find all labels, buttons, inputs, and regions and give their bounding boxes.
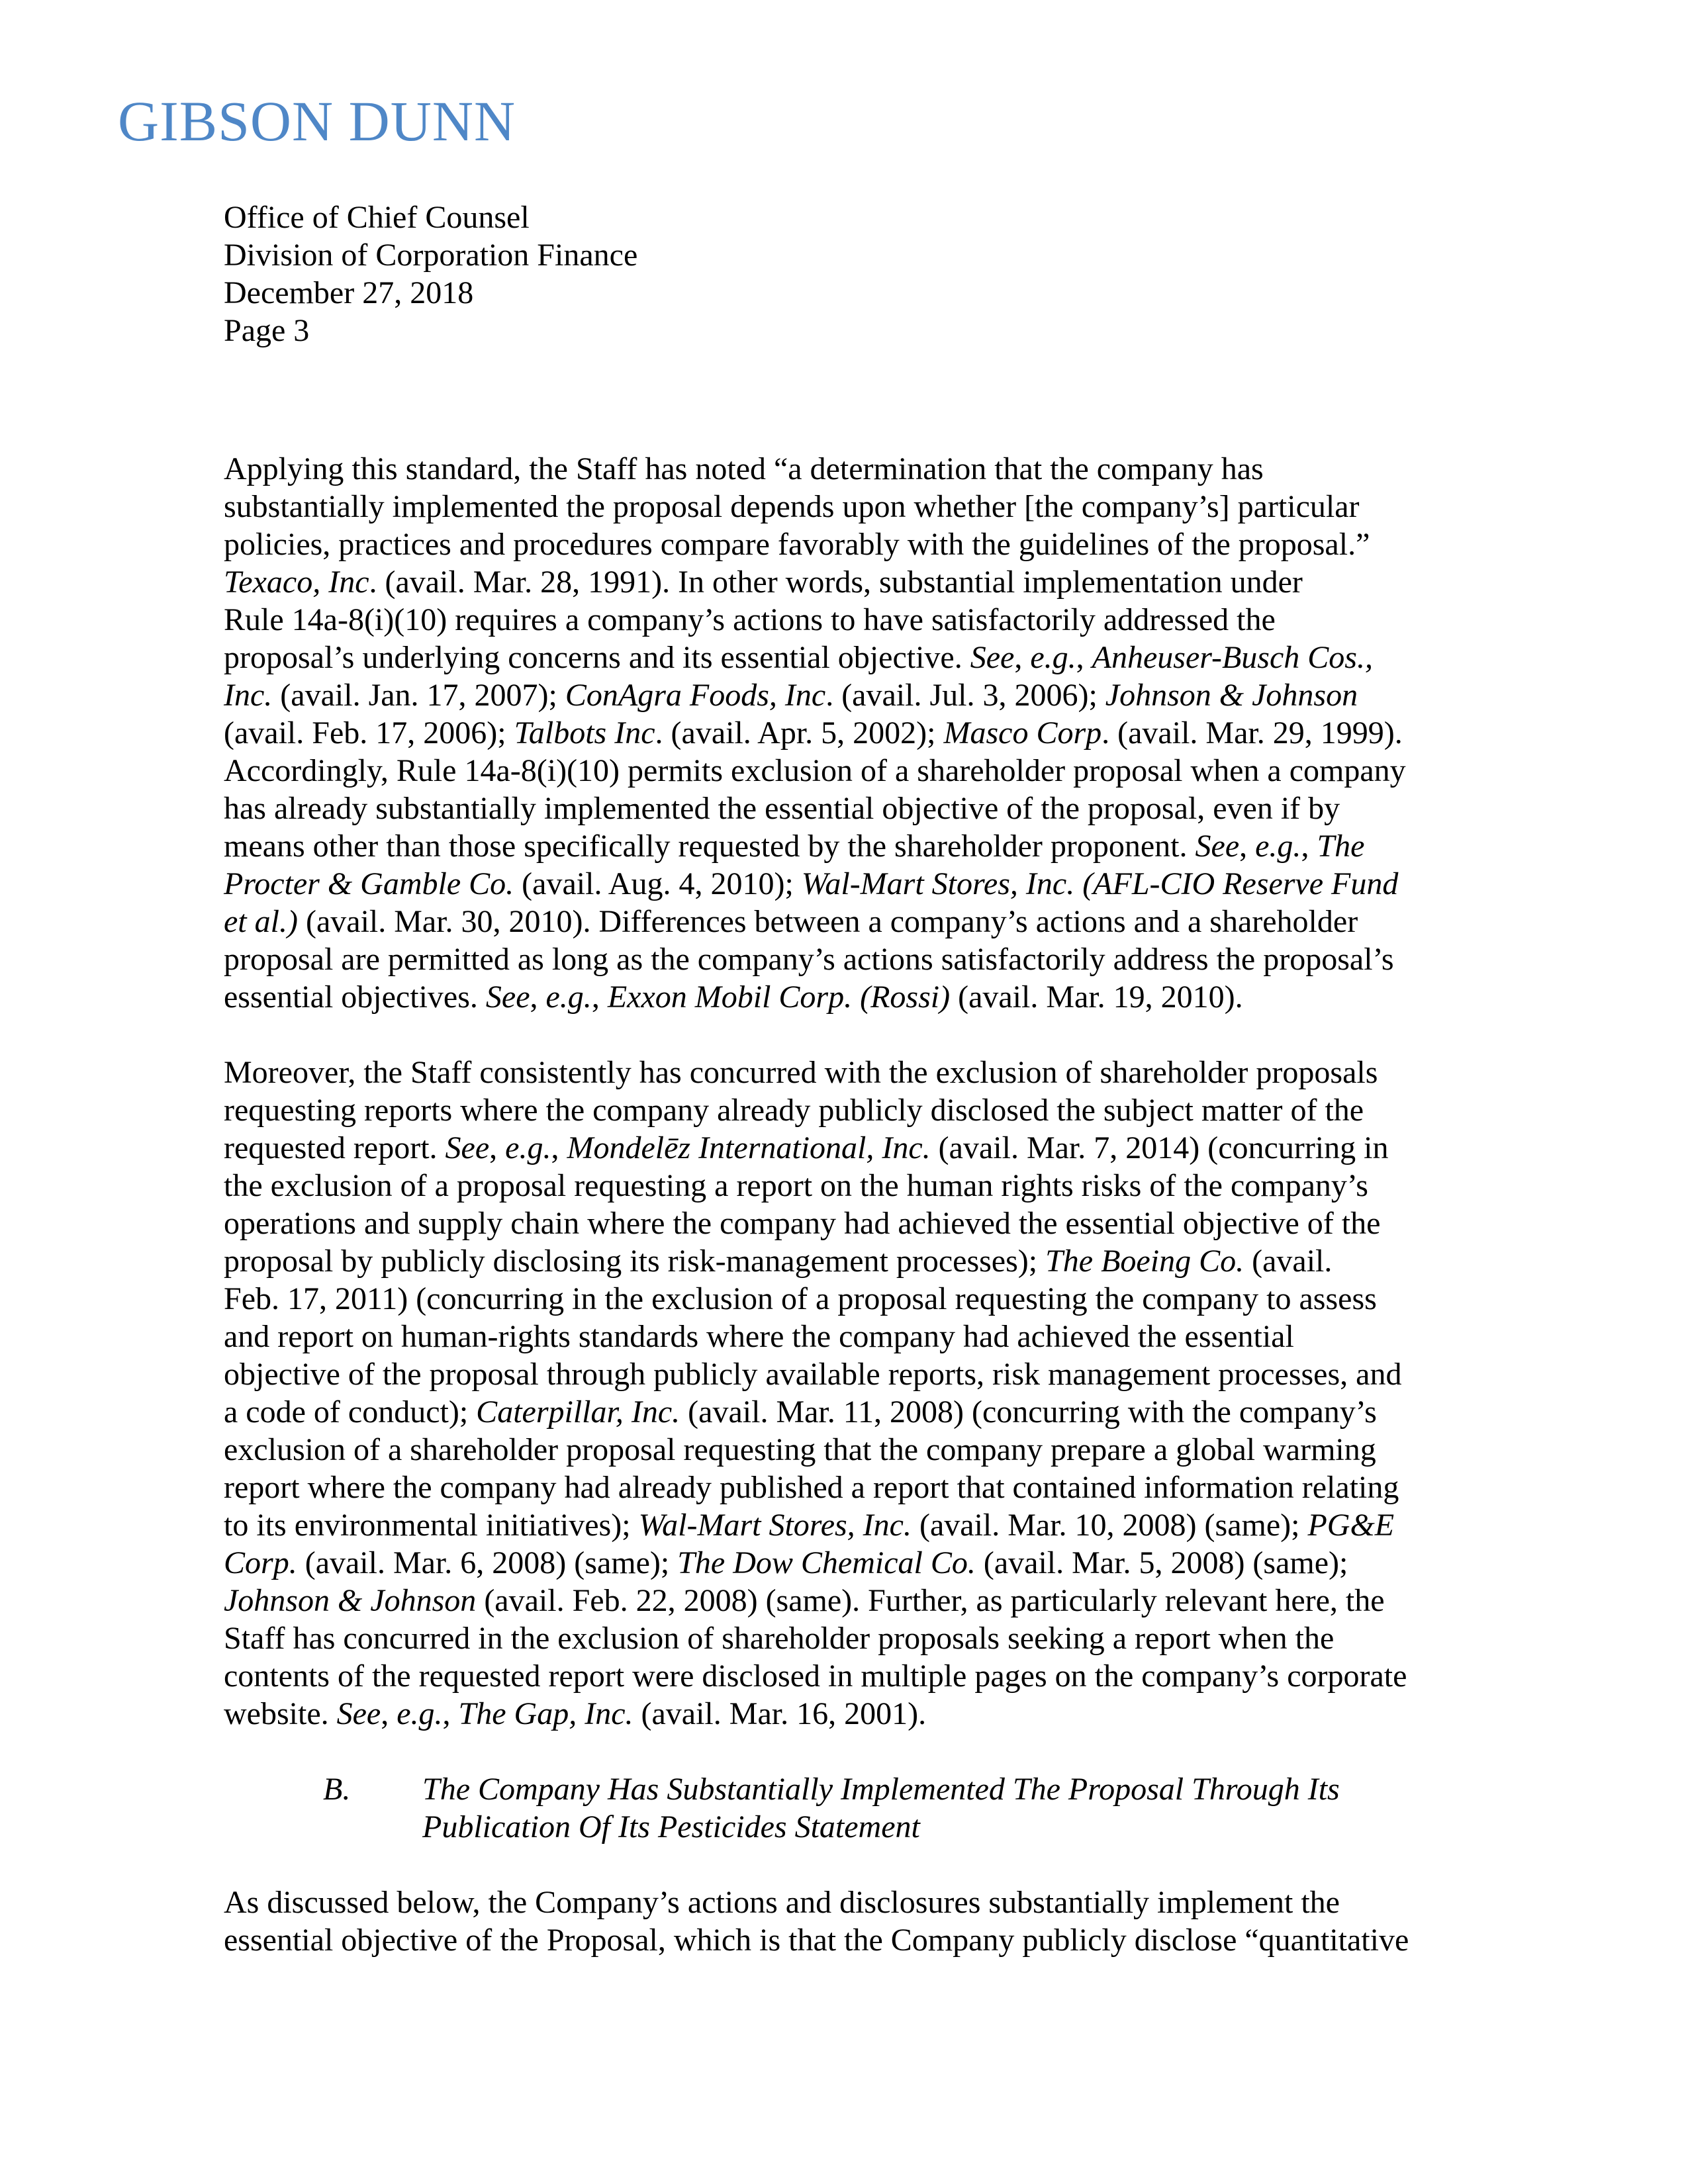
- text-run: ,: [442, 1696, 459, 1731]
- italic-citation: Inc.: [224, 678, 273, 713]
- letter-date: December 27, 2018: [224, 275, 474, 310]
- text-run: requesting reports where the company already publicly disclosed the subject matter of the: [224, 1093, 1364, 1128]
- text-run: ,: [530, 979, 546, 1015]
- text-run: (avail. Jan. 17, 2007);: [272, 678, 565, 713]
- italic-citation: e.g.: [505, 1130, 551, 1165]
- italic-citation: Procter & Gamble Co.: [224, 866, 514, 901]
- text-run: (avail. Mar. 10, 2008) (same);: [911, 1508, 1308, 1543]
- text-run: to its environmental initiatives);: [224, 1508, 639, 1543]
- text-run: (avail. Feb. 22, 2008) (same). Further, as particularly relevant here, the: [476, 1583, 1385, 1618]
- text-run: proposal are permitted as long as the company’s actions satisfactorily address the proposal’s: [224, 942, 1394, 977]
- recipient-office: Office of Chief Counsel: [224, 200, 530, 235]
- text-run: Applying this standard, the Staff has noted “a determination that the company has: [224, 451, 1264, 486]
- text-run: a code of conduct);: [224, 1394, 477, 1430]
- text-run: report where the company had already published a report that contained information relating: [224, 1470, 1399, 1505]
- text-run: ,: [1239, 829, 1256, 864]
- text-line: [224, 827, 1481, 865]
- text-line: [224, 676, 1481, 714]
- text-run: (avail. Mar. 11, 2008) (concurring with the company’s: [680, 1394, 1377, 1430]
- text-run: (avail. Mar. 6, 2008) (same);: [297, 1545, 678, 1580]
- italic-citation: e.g.: [1255, 829, 1301, 864]
- italic-citation: The Gap, Inc.: [458, 1696, 633, 1731]
- text-run: contents of the requested report were disclosed in multiple pages on the company’s corporate: [224, 1659, 1407, 1694]
- italic-citation: See: [445, 1130, 490, 1165]
- text-line: [224, 1431, 1481, 1469]
- text-line: [224, 752, 1481, 790]
- italic-citation: See: [1195, 829, 1240, 864]
- letter-header: [224, 199, 637, 349]
- italic-citation: Exxon Mobil Corp. (Rossi): [607, 979, 951, 1015]
- italic-citation: The: [1317, 829, 1365, 864]
- text-line: [224, 1657, 1481, 1695]
- text-line: [224, 865, 1481, 903]
- text-run: Feb. 17, 2011) (concurring in the exclusion of a proposal requesting the company to assess: [224, 1281, 1377, 1316]
- italic-citation: Johnson & Johnson: [224, 1583, 477, 1618]
- section-title-line: Publication Of Its Pesticides Statement: [422, 1809, 920, 1844]
- italic-citation: See: [336, 1696, 381, 1731]
- text-line: [224, 1393, 1481, 1431]
- text-line: [224, 639, 1481, 676]
- italic-citation: Wal-Mart Stores, Inc. (AFL-CIO Reserve Fund: [801, 866, 1399, 901]
- text-run: (avail. Feb. 17, 2006);: [224, 715, 514, 751]
- firm-logo: GIBSON DUNN: [118, 89, 516, 153]
- text-run: Accordingly, Rule 14a-8(i)(10) permits exclusion of a shareholder proposal when a company: [224, 753, 1406, 788]
- italic-citation: Corp.: [224, 1545, 297, 1580]
- text-run: has already substantially implemented the essential objective of the proposal, even if by: [224, 791, 1340, 826]
- text-line: [224, 1318, 1481, 1355]
- italic-citation: Caterpillar, Inc.: [476, 1394, 680, 1430]
- italic-citation: Anheuser-Busch Cos.,: [1092, 640, 1373, 675]
- italic-citation: ConAgra Foods, Inc: [565, 678, 826, 713]
- text-line: [224, 1582, 1481, 1619]
- text-line: [224, 1054, 1481, 1091]
- text-run: . (avail. Mar. 28, 1991). In other words, substantial implementation under: [369, 565, 1303, 600]
- text-run: essential objective of the Proposal, which is that the Company publicly disclose “quantitative: [224, 1923, 1409, 1958]
- italic-citation: Johnson & Johnson: [1105, 678, 1358, 713]
- italic-citation: Texaco, Inc: [224, 565, 369, 600]
- text-line: [224, 1205, 1481, 1242]
- text-run: requested report.: [224, 1130, 445, 1165]
- italic-citation: The Dow Chemical Co.: [677, 1545, 976, 1580]
- text-line: [224, 563, 1481, 601]
- italic-citation: See: [970, 640, 1015, 675]
- text-line: [224, 601, 1481, 639]
- text-line: [224, 903, 1481, 940]
- italic-citation: Talbots Inc: [514, 715, 655, 751]
- text-run: (avail.: [1244, 1244, 1333, 1279]
- text-run: Rule 14a-8(i)(10) requires a company’s actions to have satisfactorily addressed the: [224, 602, 1276, 637]
- italic-citation: e.g.: [545, 979, 592, 1015]
- italic-citation: Mondelēz International, Inc.: [567, 1130, 931, 1165]
- text-run: exclusion of a shareholder proposal requesting that the company prepare a global warming: [224, 1432, 1376, 1467]
- italic-citation: e.g.: [1030, 640, 1076, 675]
- italic-citation: et al.): [224, 904, 298, 939]
- text-line: [224, 1242, 1481, 1280]
- paragraph-substantial-implementation-standard: [224, 450, 1481, 1016]
- text-run: the exclusion of a proposal requesting a report on the human rights risks of the company’s: [224, 1168, 1368, 1203]
- text-run: essential objectives.: [224, 979, 486, 1015]
- section-heading-b: [224, 1770, 1481, 1846]
- text-run: (avail. Mar. 19, 2010).: [950, 979, 1243, 1015]
- text-run: ,: [1014, 640, 1031, 675]
- letter-body: [224, 450, 1481, 1997]
- text-run: substantially implemented the proposal depends upon whether [the company’s] particular: [224, 489, 1360, 524]
- text-line: [224, 1544, 1481, 1582]
- text-run: ,: [489, 1130, 506, 1165]
- text-run: policies, practices and procedures compare favorably with the guidelines of the proposal.”: [224, 527, 1370, 562]
- text-line: [224, 1280, 1481, 1318]
- text-run: ,: [1076, 640, 1092, 675]
- text-run: . (avail. Apr. 5, 2002);: [655, 715, 944, 751]
- text-line: [224, 1695, 1481, 1733]
- text-run: ,: [381, 1696, 397, 1731]
- text-run: proposal’s underlying concerns and its essential objective.: [224, 640, 970, 675]
- text-run: . (avail. Mar. 29, 1999).: [1102, 715, 1403, 751]
- section-letter: B.: [323, 1772, 351, 1807]
- text-line: [224, 1506, 1481, 1544]
- text-line: [224, 1355, 1481, 1393]
- text-line: [224, 1619, 1481, 1657]
- section-title-line: The Company Has Substantially Implemented The Proposal Through Its: [422, 1772, 1340, 1807]
- italic-citation: e.g.: [397, 1696, 443, 1731]
- text-run: (avail. Mar. 30, 2010). Differences between a company’s actions and a shareholder: [297, 904, 1358, 939]
- text-line: [224, 714, 1481, 752]
- italic-citation: Masco Corp: [943, 715, 1102, 751]
- text-line: [224, 1469, 1481, 1506]
- text-run: ,: [591, 979, 608, 1015]
- text-line: [224, 1921, 1481, 1959]
- text-line: [224, 488, 1481, 525]
- text-line: [224, 1091, 1481, 1129]
- italic-citation: PG&E: [1307, 1508, 1395, 1543]
- text-run: (avail. Mar. 7, 2014) (concurring in: [930, 1130, 1389, 1165]
- italic-citation: The Boeing Co.: [1045, 1244, 1244, 1279]
- text-run: ,: [551, 1130, 567, 1165]
- italic-citation: Wal-Mart Stores, Inc.: [638, 1508, 912, 1543]
- text-run: means other than those specifically requested by the shareholder proponent.: [224, 829, 1196, 864]
- text-run: Moreover, the Staff consistently has concurred with the exclusion of shareholder proposals: [224, 1055, 1378, 1090]
- paragraph-precedent-reports: [224, 1054, 1481, 1733]
- text-line: [224, 1884, 1481, 1921]
- text-run: website.: [224, 1696, 337, 1731]
- text-line: [224, 978, 1481, 1016]
- text-run: (avail. Aug. 4, 2010);: [514, 866, 802, 901]
- text-run: Staff has concurred in the exclusion of shareholder proposals seeking a report when the: [224, 1621, 1335, 1656]
- text-run: and report on human-rights standards where the company had achieved the essential: [224, 1319, 1294, 1354]
- text-line: [224, 1129, 1481, 1167]
- text-line: [224, 940, 1481, 978]
- text-run: As discussed below, the Company’s actions and disclosures substantially implement the: [224, 1885, 1340, 1920]
- text-run: . (avail. Jul. 3, 2006);: [825, 678, 1105, 713]
- text-run: (avail. Mar. 16, 2001).: [633, 1696, 927, 1731]
- text-run: operations and supply chain where the company had achieved the essential objective of the: [224, 1206, 1381, 1241]
- text-run: ,: [1301, 829, 1317, 864]
- text-run: (avail. Mar. 5, 2008) (same);: [975, 1545, 1348, 1580]
- text-line: [224, 450, 1481, 488]
- italic-citation: See: [485, 979, 530, 1015]
- text-line: [224, 1167, 1481, 1205]
- page-number: Page 3: [224, 313, 310, 348]
- text-run: proposal by publicly disclosing its risk-management processes);: [224, 1244, 1046, 1279]
- paragraph-company-disclosures: [224, 1884, 1481, 1959]
- text-line: [224, 790, 1481, 827]
- recipient-division: Division of Corporation Finance: [224, 238, 638, 273]
- text-line: [224, 525, 1481, 563]
- text-run: objective of the proposal through publicly available reports, risk management processes, and: [224, 1357, 1402, 1392]
